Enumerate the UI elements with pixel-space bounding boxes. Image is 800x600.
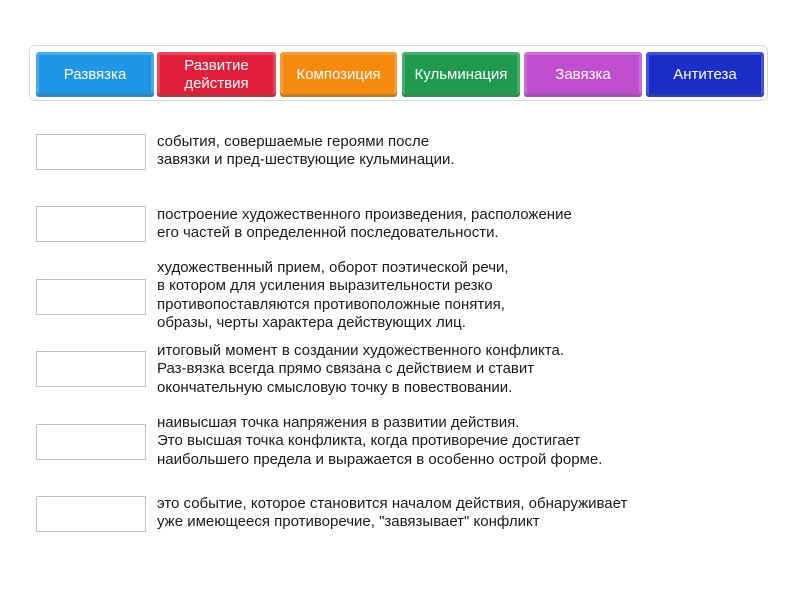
- definition-text: это событие, которое становится началом действия, обнаруживает уже имеющееся противоречие, "завязывает" конфликт: [157, 495, 628, 531]
- definition-text: итоговый момент в создании художественного конфликта. Раз-вязка всегда прямо связана с действием и ставит окончательную смысловую точку в повествовании.: [157, 342, 564, 396]
- answer-drop-slot[interactable]: [36, 351, 146, 387]
- tile-kompoziciya[interactable]: Композиция: [280, 52, 397, 97]
- answer-drop-slot[interactable]: [36, 279, 146, 315]
- answer-drop-slot[interactable]: [36, 424, 146, 460]
- definition-text: построение художественного произведения, расположение его частей в определенной последовательности.: [157, 206, 572, 242]
- answer-drop-slot[interactable]: [36, 496, 146, 532]
- tile-antiteza[interactable]: Антитеза: [646, 52, 764, 97]
- answer-tiles-tray: [29, 45, 768, 101]
- definition-text: наивысшая точка напряжения в развитии действия. Это высшая точка конфликта, когда противоречие достигает наибольшего предела и выражается в особенно острой форме.: [157, 414, 603, 468]
- definition-text: художественный прием, оборот поэтической речи, в котором для усиления выразительности резко противопоставляются противоположные понятия, образы, черты характера действующих лиц.: [157, 259, 509, 331]
- tile-razvyazka[interactable]: Развязка: [36, 52, 154, 97]
- tile-razvitie-deystviya[interactable]: Развитие действия: [157, 52, 276, 97]
- answer-drop-slot[interactable]: [36, 206, 146, 242]
- tile-zavyazka[interactable]: Завязка: [524, 52, 642, 97]
- definition-text: события, совершаемые героями после завязки и пред-шествующие кульминации.: [157, 133, 455, 169]
- tile-kulminaciya[interactable]: Кульминация: [402, 52, 520, 97]
- answer-drop-slot[interactable]: [36, 134, 146, 170]
